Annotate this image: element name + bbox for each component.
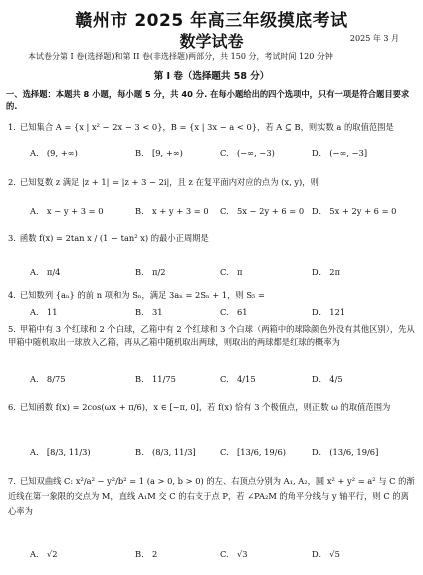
question-7 bbox=[8, 474, 415, 519]
question-number: 3. bbox=[8, 233, 16, 243]
choice-d[interactable]: D. √5 bbox=[312, 549, 340, 559]
choice-c[interactable]: C. 4/15 bbox=[220, 374, 256, 384]
exam-notice: 本试卷分第 I 卷(选择题)和第 II 卷(非选择题)两部分，共 150 分，考试时间 120 分钟 bbox=[28, 52, 333, 61]
question-number: 6. bbox=[8, 402, 16, 412]
choice-b[interactable]: B. [9, +∞) bbox=[135, 148, 183, 158]
choice-a[interactable]: A. x − y + 3 = 0 bbox=[30, 206, 104, 216]
choice-b[interactable]: B. 11/75 bbox=[135, 374, 176, 384]
exam-date: 2025 年 3 月 bbox=[349, 34, 399, 43]
choice-b[interactable]: B. 31 bbox=[135, 307, 163, 317]
question-5 bbox=[8, 323, 415, 349]
question-number: 5. bbox=[8, 324, 16, 334]
choice-d[interactable]: D. 121 bbox=[312, 307, 346, 317]
question-number: 1. bbox=[8, 122, 16, 132]
choice-c[interactable]: C. √3 bbox=[220, 549, 248, 559]
choice-b[interactable]: B. x + y + 3 = 0 bbox=[135, 206, 209, 216]
question-3 bbox=[8, 232, 415, 245]
choice-d[interactable]: D. (13/6, 19/6] bbox=[312, 447, 379, 457]
part-one-title: 第 I 卷（选择题共 58 分） bbox=[153, 71, 270, 82]
question-stem: 已知函数 f(x) = 2cos(ωx + π/6)，x ∈ [−π, 0]，若 f(x) 恰有 3 个极值点，则正数 ω 的取值范围为 bbox=[19, 402, 391, 412]
choice-b[interactable]: B. 2 bbox=[135, 549, 158, 559]
choice-c[interactable]: C. [13/6, 19/6) bbox=[220, 447, 286, 457]
question-number: 2. bbox=[8, 177, 16, 187]
choice-d[interactable]: D. 5x + 2y + 6 = 0 bbox=[312, 206, 397, 216]
section-one-instructions: 一、选择题：本题共 8 小题，每小题 5 分，共 40 分. 在每小题给出的四个选项中，只有一项是符合题目要求的. bbox=[6, 89, 410, 111]
question-stem: 已知集合 A = {x | x² − 2x − 3 < 0}，B = {x | 3x − a < 0}，若 A ⊆ B，则实数 a 的取值范围是 bbox=[19, 122, 394, 132]
choice-a[interactable]: A. (9, +∞) bbox=[30, 148, 78, 158]
question-2 bbox=[8, 176, 415, 189]
question-4 bbox=[8, 289, 415, 302]
choice-d[interactable]: D. (−∞, −3] bbox=[312, 148, 368, 158]
choice-a[interactable]: A. π/4 bbox=[30, 267, 61, 277]
choice-b[interactable]: B. (8/3, 11/3] bbox=[135, 447, 196, 457]
choice-a[interactable]: A. [8/3, 11/3) bbox=[30, 447, 91, 457]
choice-b[interactable]: B. π/2 bbox=[135, 267, 166, 277]
question-number: 7. bbox=[8, 476, 16, 486]
choice-a[interactable]: A. 8/75 bbox=[30, 374, 66, 384]
choice-a[interactable]: A. 11 bbox=[30, 307, 58, 317]
choice-c[interactable]: C. 61 bbox=[220, 307, 248, 317]
question-stem: 已知双曲线 C: x²/a² − y²/b² = 1 (a > 0, b > 0) 的左、右顶点分别为 A₁, A₂，圆 x² + y² = a² 与 C 的渐近线在第一象限的交点为 M，直线 A₁M 交 C 的右支于点 P，若 ∠PA₂M 的角平分线与 y 轴平行，则 C 的离心率为 bbox=[8, 476, 415, 516]
question-stem: 函数 f(x) = 2tan x / (1 − tan² x) 的最小正周期是 bbox=[19, 233, 209, 243]
question-number: 4. bbox=[8, 290, 16, 300]
exam-title: 赣州市 2025 年高三年级摸底考试 bbox=[75, 11, 348, 31]
question-stem: 已知数列 {aₙ} 的前 n 项和为 Sₙ，满足 3aₙ = 2Sₙ + 1，则 S₅ = bbox=[19, 290, 265, 300]
choice-c[interactable]: C. π bbox=[220, 267, 243, 277]
question-6 bbox=[8, 401, 415, 414]
choice-d[interactable]: D. 2π bbox=[312, 267, 341, 277]
question-1 bbox=[8, 121, 415, 134]
choice-d[interactable]: D. 4/5 bbox=[312, 374, 343, 384]
question-stem: 甲箱中有 3 个红球和 2 个白球，乙箱中有 2 个红球和 3 个白球（两箱中的球除颜色外没有其他区别），先从甲箱中随机取出一球放入乙箱，再从乙箱中随机取出两球，则取出的两球都是红球的概率为 bbox=[8, 324, 415, 347]
choice-c[interactable]: C. 5x − 2y + 6 = 0 bbox=[220, 206, 305, 216]
choice-c[interactable]: C. (−∞, −3) bbox=[220, 148, 275, 158]
question-stem: 已知复数 z 满足 |z + 1| = |z + 3 − 2i|，且 z 在复平面内对应的点为 (x, y)，则 bbox=[19, 177, 319, 187]
exam-subject: 数学试卷 bbox=[179, 32, 244, 51]
choice-a[interactable]: A. √2 bbox=[30, 549, 58, 559]
